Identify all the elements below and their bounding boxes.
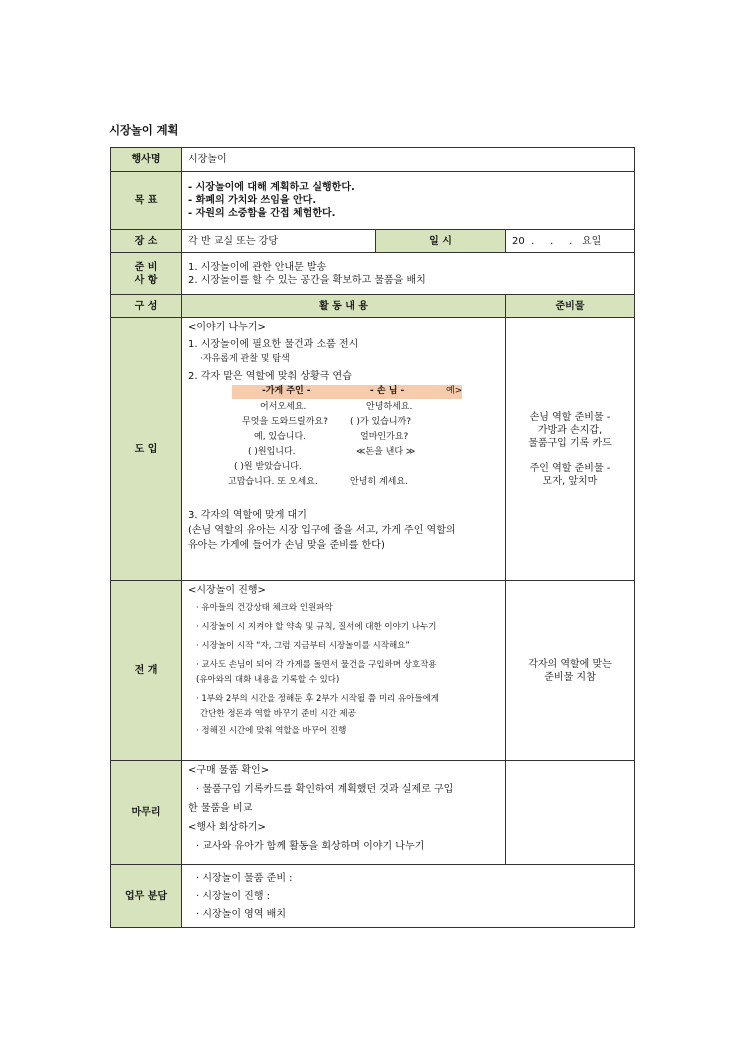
event-label: 행사명: [111, 148, 182, 172]
place-value: 각 반 교실 또는 강당: [182, 230, 376, 253]
intro-label: 도 입: [111, 318, 182, 581]
closing-item: · 물품구입 기록카드를 확인하여 계획했던 것과 실제로 구입: [196, 784, 454, 795]
duty-item: · 시장놀이 물품 준비 :: [196, 872, 293, 884]
dialog-guest-line: ≪돈을 낸다 ≫: [356, 446, 416, 457]
material-line: 주인 역할 준비물 -: [529, 462, 611, 474]
develop-item: 간단한 정돈과 역할 바꾸기 준비 시간 제공: [200, 709, 356, 720]
dialog-guest-line: 얼마인가요?: [360, 431, 409, 442]
header-materials: 준비물: [506, 295, 635, 318]
prep-items: [182, 253, 635, 295]
intro-note: 유아는 가게에 들어가 손님 맞을 준비를 한다): [188, 539, 385, 551]
develop-item: · 교사도 손님이 되어 각 가게를 돌면서 물건을 구입하며 상호작용: [196, 660, 437, 671]
dialog-guest-line: ( )가 있습니까?: [350, 416, 411, 427]
intro-row: [111, 318, 635, 581]
dialog-shop-line: 고맙습니다. 또 오세요.: [228, 476, 318, 487]
develop-label: 전 개: [111, 581, 182, 761]
duty-item: · 시장놀이 진행 :: [196, 890, 271, 902]
dialog-shop-line: 무엇을 도와드릴까요?: [242, 416, 328, 427]
intro-subitem: ·자유롭게 관찰 및 탐색: [200, 354, 290, 364]
material-line: 가방과 손지갑,: [537, 424, 603, 436]
closing-item: 한 물품을 비교: [188, 803, 253, 814]
intro-item: 2. 각자 맡은 역할에 맞춰 상황극 연습: [188, 370, 352, 382]
develop-item: · 시장놀이 시작 “자, 그럼 지금부터 시장놀이를 시작해요”: [196, 641, 410, 652]
material-spacer: [506, 450, 634, 462]
material-line: 모자, 앞치마: [542, 475, 598, 487]
dialog-shop-line: 어서오세요.: [260, 401, 307, 412]
header-activity: 활 동 내 용: [182, 295, 506, 318]
material-line: 손님 역할 준비물 -: [529, 411, 611, 423]
closing-heading: <행사 회상하기>: [188, 822, 266, 833]
intro-item: 3. 각자의 역할에 맞게 대기: [188, 509, 307, 521]
role-shopkeeper: -가게 주인 -: [262, 385, 311, 396]
header-composition: 구 성: [111, 295, 182, 318]
intro-materials: [506, 318, 635, 581]
develop-row: [111, 581, 635, 761]
goal-item: - 시장놀이에 대해 계획하고 실행한다.: [188, 182, 355, 193]
intro-item: 1. 시장놀이에 필요한 물건과 소품 전시: [188, 339, 359, 350]
place-label: 장 소: [111, 230, 182, 253]
prep-label-line: 준 비: [134, 261, 158, 273]
prep-label-line: 사 항: [134, 274, 158, 286]
goal-items: [182, 172, 635, 230]
intro-note: (손님 역할의 유아는 시장 입구에 줄을 서고, 가게 주인 역할의: [188, 524, 456, 536]
develop-item: · 정해진 시간에 맞춰 역할을 바꾸어 진행: [196, 726, 347, 737]
closing-row: [111, 761, 635, 865]
develop-materials: [506, 581, 635, 761]
material-line: 각자의 역할에 맞는: [528, 658, 612, 670]
event-value: 시장놀이: [182, 148, 635, 172]
goal-item: - 화폐의 가치와 쓰임을 안다.: [188, 195, 317, 206]
develop-heading: <시장놀이 진행>: [188, 585, 266, 596]
date-value: 20 . . . 요일: [506, 230, 635, 253]
closing-content: [182, 761, 506, 865]
role-example: 예>: [446, 385, 463, 396]
page-title: 시장놀이 계획: [109, 123, 179, 137]
goal-row: [111, 172, 635, 230]
dialog-shop-line: ( )원입니다.: [248, 446, 296, 457]
closing-materials: [506, 761, 635, 865]
duty-item: · 시장놀이 영역 배치: [196, 908, 286, 920]
duty-row: [111, 865, 635, 928]
develop-item: · 1부와 2부의 시간을 정해둔 후 2부가 시작될 쯤 미리 유아들에게: [196, 694, 440, 705]
goal-label: 목 표: [111, 172, 182, 230]
develop-content: [182, 581, 506, 761]
intro-content: [182, 318, 506, 581]
dialog-guest-line: 안녕히 계세요.: [350, 476, 408, 487]
closing-label: 마무리: [111, 761, 182, 865]
prep-item: 1. 시장놀이에 관한 안내문 발송: [188, 261, 327, 273]
section-header-row: [111, 295, 635, 318]
role-customer: - 손 님 -: [370, 385, 405, 396]
closing-item: · 교사와 유아가 함께 활동을 회상하며 이야기 나누기: [196, 841, 425, 852]
prep-label: [111, 253, 182, 295]
plan-table: [110, 147, 635, 928]
event-row: [111, 148, 635, 172]
duty-label: 업무 분담: [111, 865, 182, 928]
dialog-shop-line: ( )원 받았습니다.: [234, 461, 302, 472]
roleplay-dialog: [188, 385, 505, 497]
closing-heading: <구매 물품 확인>: [188, 765, 270, 776]
dialog-guest-line: 안녕하세요.: [366, 401, 413, 412]
prep-item: 2. 시장놀이를 할 수 있는 공간을 확보하고 물품을 배치: [188, 274, 426, 286]
develop-item: · 유아들의 건강상태 체크와 인원파악: [196, 603, 333, 613]
prep-row: [111, 253, 635, 295]
date-label: 일 시: [376, 230, 506, 253]
goal-item: - 자원의 소중함을 간접 체험한다.: [188, 208, 336, 219]
place-row: [111, 230, 635, 253]
material-line: 준비물 지참: [544, 671, 596, 683]
develop-item: (유아와의 대화 내용을 기록할 수 있다): [196, 675, 340, 686]
duty-content: [182, 865, 635, 928]
intro-heading: <이야기 나누기>: [188, 322, 266, 333]
develop-item: · 시장놀이 시 지켜야 할 약속 및 규칙, 질서에 대한 이야기 나누기: [196, 622, 437, 633]
material-line: 물품구입 기록 카드: [528, 437, 612, 449]
dialog-shop-line: 예, 있습니다.: [254, 431, 307, 442]
